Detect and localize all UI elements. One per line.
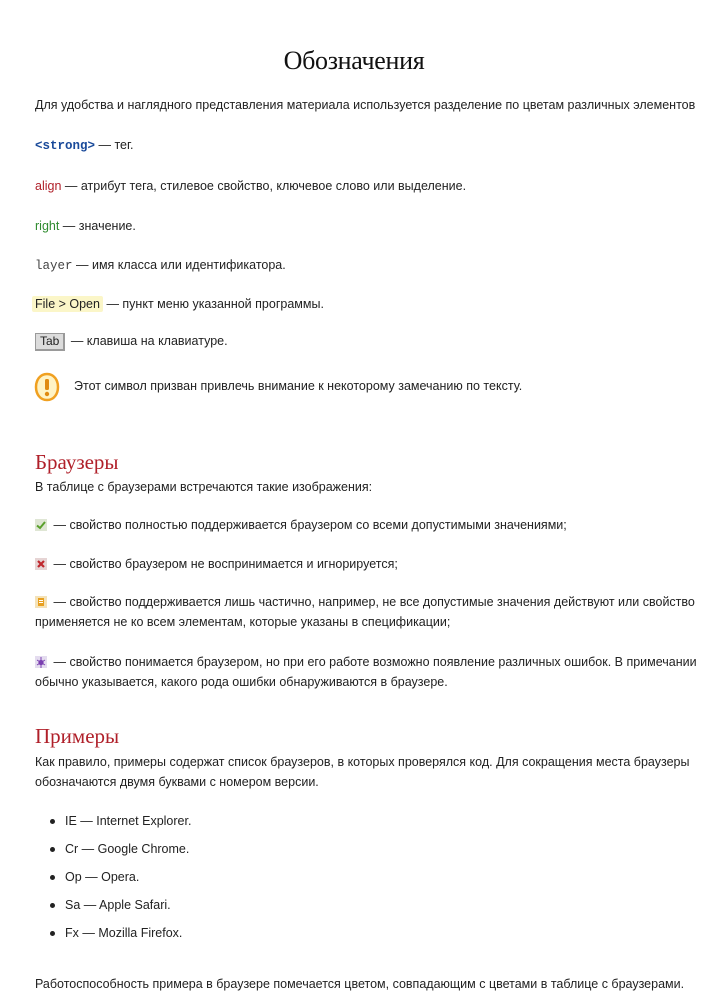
no-support-text: — свойство браузером не воспринимается и игнорируется; <box>50 557 398 571</box>
examples-heading: Примеры <box>35 724 120 748</box>
examples-footer: Работоспособность примера в браузере помечается цветом, совпадающим с цветами в таблице с браузерами. <box>35 977 685 991</box>
class-description: — имя класса или идентификатора. <box>72 258 286 272</box>
tag-description: — тег. <box>95 138 134 152</box>
legend-value <box>35 217 136 235</box>
legend-key <box>35 332 228 351</box>
partial-support-text: — свойство поддерживается лишь частично, например, не все допустимые значения действуют или свойство применяется не ко всем элементам, которые указаны в спецификации; <box>35 595 695 629</box>
bug-icon <box>35 654 47 666</box>
browsers-heading: Браузеры <box>35 450 119 474</box>
note-text: Этот символ призван привлечь внимание к некоторому замечанию по тексту. <box>74 379 523 393</box>
bullet <box>50 819 55 824</box>
browser-legend-buggy <box>35 652 700 692</box>
examples-intro: Как правило, примеры содержат список браузеров, в которых проверялся код. Для сокращения места браузеры обозначаются двумя буквами с номером версии. <box>35 755 690 789</box>
partial-icon <box>35 594 47 606</box>
browser-legend-partial <box>35 592 700 632</box>
bullet <box>50 931 55 936</box>
list-item: IE — Internet Explorer. <box>35 812 191 840</box>
bullet <box>50 847 55 852</box>
legend-class <box>35 256 286 275</box>
bullet <box>50 875 55 880</box>
bullet <box>50 903 55 908</box>
browsers-intro: В таблице с браузерами встречаются такие изображения: <box>35 480 373 494</box>
attr-description: — атрибут тега, стилевое свойство, ключевое слово или выделение. <box>61 179 467 193</box>
browser-legend-none <box>35 555 398 573</box>
list-item: Cr — Google Chrome. <box>35 840 191 868</box>
value-description: — значение. <box>59 219 136 233</box>
full-support-text: — свойство полностью поддерживается браузером со всеми допустимыми значениями; <box>50 518 567 532</box>
legend-menu <box>35 295 324 313</box>
cross-icon <box>35 557 47 569</box>
browser-legend-full <box>35 516 567 534</box>
buggy-support-text: — свойство понимается браузером, но при его работе возможно появление различных ошибок. В примечании обычно указывается, какого рода ошибки обнаруживаются в браузере. <box>35 655 697 689</box>
browser-abbreviation-list <box>35 812 191 952</box>
menu-sample: File > Open <box>32 296 103 312</box>
page-title: Обозначения <box>283 46 425 75</box>
warning-icon <box>34 372 60 402</box>
class-sample: layer <box>35 259 73 273</box>
key-description: — клавиша на клавиатуре. <box>67 334 228 348</box>
list-item: Op — Opera. <box>35 868 191 896</box>
key-sample: Tab <box>35 333 65 351</box>
legend-tag <box>35 136 134 155</box>
attr-sample: align <box>35 179 62 193</box>
value-sample: right <box>35 219 60 233</box>
check-icon <box>35 518 47 530</box>
list-item: Sa — Apple Safari. <box>35 896 191 924</box>
menu-description: — пункт меню указанной программы. <box>102 297 324 311</box>
list-item: Fx — Mozilla Firefox. <box>35 924 191 952</box>
legend-attr <box>35 177 466 195</box>
tag-sample: <strong> <box>35 139 96 153</box>
intro-text: Для удобства и наглядного представления материала используется разделение по цветам различных элементов <box>35 98 696 112</box>
